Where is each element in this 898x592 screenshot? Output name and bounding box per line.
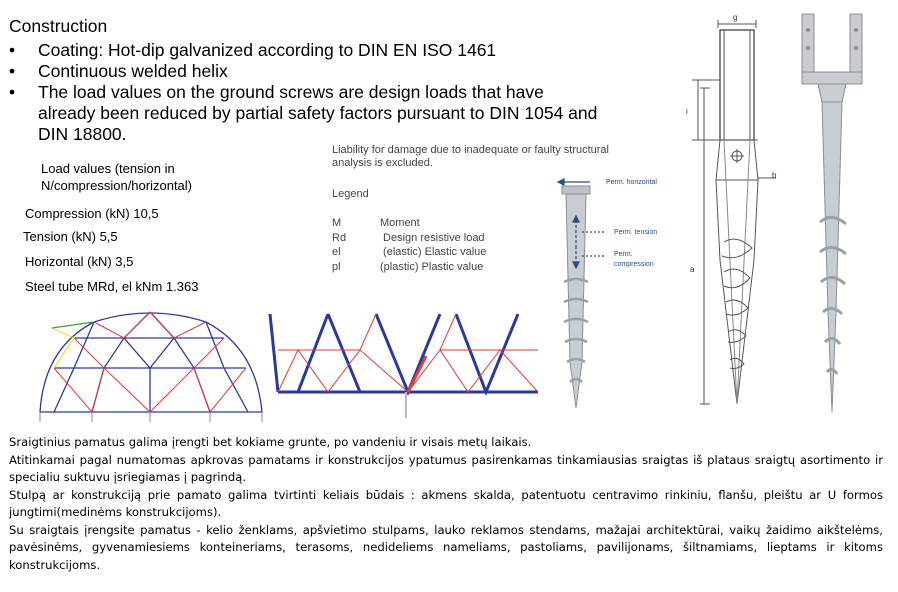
bullet-text: Coating: Hot-dip galvanized according to DIN EN ISO 1461 bbox=[38, 40, 497, 60]
legend-row bbox=[332, 217, 420, 229]
legend-title: Legend bbox=[332, 188, 369, 200]
legend-value: (plastic) Plastic value bbox=[380, 261, 484, 273]
bullet-text: The load values on the ground screws are design loads that have already been reduced by partial safety factors pursuant to DIN 1054 and DIN 18800. bbox=[38, 82, 598, 144]
legend-value: (elastic) Elastic value bbox=[380, 246, 487, 258]
dimension-g-label: g bbox=[733, 13, 738, 22]
perm-compression-label: compression bbox=[614, 261, 654, 268]
legend-value: Moment bbox=[380, 217, 420, 229]
bullet-item bbox=[9, 82, 599, 145]
geodesic-dome-illustration bbox=[34, 308, 266, 426]
legend-key: pl bbox=[332, 261, 341, 273]
bullet-text: Continuous welded helix bbox=[38, 61, 228, 81]
frame-detail-illustration bbox=[268, 310, 548, 420]
legend-row bbox=[332, 246, 486, 258]
screw-dimension-drawing bbox=[680, 10, 790, 410]
legend-row bbox=[332, 232, 485, 244]
legend-key: M bbox=[332, 217, 342, 229]
load-header-line: Load values (tension in bbox=[41, 161, 175, 176]
legend-key: Rd bbox=[332, 232, 347, 244]
legend-row bbox=[332, 261, 483, 273]
perm-compression-label: Perm. bbox=[614, 251, 633, 258]
load-values-header bbox=[41, 160, 192, 194]
legend-value: Design resistive load bbox=[380, 232, 485, 244]
liability-note: Liability for damage due to inadequate or faulty structural analysis is excluded. bbox=[332, 144, 609, 169]
description-paragraph: Sraigtinius pamatus galima įrengti bet kokiame grunte, po vandeniu ir visais metų laikais. bbox=[9, 435, 532, 449]
construction-bullets bbox=[9, 40, 599, 145]
description-paragraphs bbox=[9, 434, 883, 574]
bullet-dot-icon: • bbox=[9, 40, 16, 60]
dimension-a-label: a bbox=[690, 265, 695, 274]
bullet-item bbox=[9, 61, 599, 82]
u-bracket-ground-screw-illustration bbox=[796, 12, 876, 416]
dimension-i-label: i bbox=[686, 107, 688, 116]
horizontal-value: Horizontal (kN) 3,5 bbox=[25, 254, 134, 269]
perm-tension-label: Perm. tension bbox=[614, 229, 658, 236]
dimension-b-label: b bbox=[772, 171, 777, 180]
description-paragraph: Atitinkamai pagal numatomas apkrovas pamatams ir konstrukcijos ypatumus pasirenkamas tinkamiausias sraigtas iš plataus sraigtų asortimento ir specialiu suktuvu įsriegiamas į pagrindą. bbox=[9, 452, 883, 484]
bullet-dot-icon: • bbox=[9, 82, 16, 102]
bullet-item bbox=[9, 40, 599, 61]
description-paragraph: Stulpą ar konstrukciją prie pamato galima tvirtinti keliais būdais : akmens skalda, patentuotu centravimo rinkiniu, flanšu, pleištu ar U formos jungtimi(medinėms konstrukcijoms). bbox=[9, 487, 883, 519]
load-header-line: N/compression/horizontal) bbox=[41, 178, 193, 193]
compression-value: Compression (kN) 10,5 bbox=[25, 206, 159, 221]
section-title: Construction bbox=[9, 16, 108, 36]
steel-tube-value: Steel tube MRd, el kNm 1.363 bbox=[25, 279, 199, 294]
tension-value: Tension (kN) 5,5 bbox=[23, 229, 118, 244]
legend-key: el bbox=[332, 246, 341, 258]
bullet-dot-icon: • bbox=[9, 61, 16, 81]
perm-horizontal-label: Perm. horizontal bbox=[606, 179, 657, 186]
description-paragraph: Su sraigtais įrengsite pamatus - kelio ženklams, apšvietimo stulpams, lauko reklamos stendams, mažajai architektūrai, vaikų žaidimo aikštelėms, pavėsinėms, gyvenamiesiems konteineriams, terasoms, nedideliems nameliams, pastoliams, pavilijonams, šiltnamiams, lieptams ir kitoms konstrukcijoms. bbox=[9, 522, 883, 572]
ground-screw-load-illustration bbox=[546, 172, 686, 412]
